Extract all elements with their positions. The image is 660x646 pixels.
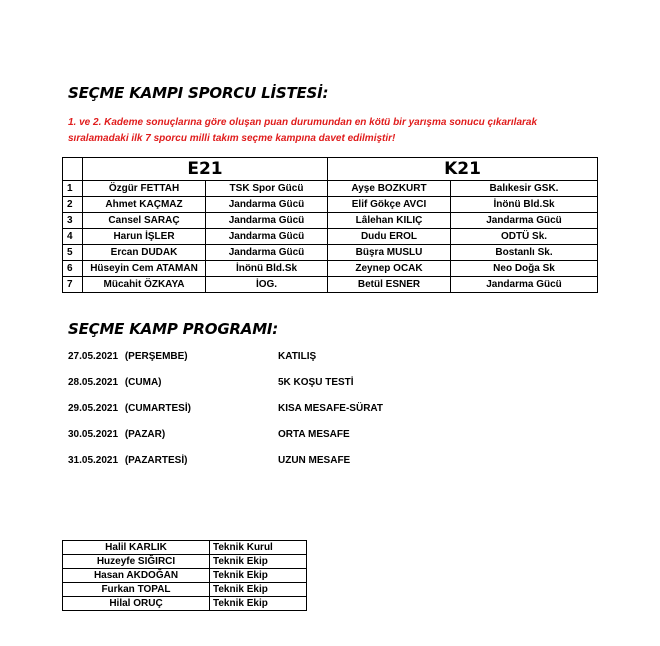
program-event: 5K KOŞU TESTİ	[278, 377, 354, 388]
list-item	[68, 455, 187, 466]
male-club-cell: Jandarma Gücü	[206, 245, 328, 261]
program-date: 31.05.2021	[68, 455, 119, 466]
female-club-cell: ODTÜ Sk.	[451, 229, 598, 245]
female-athlete-cell: Zeynep OCAK	[328, 261, 451, 277]
roster-table	[62, 157, 598, 293]
rank-cell: 7	[63, 277, 83, 293]
rank-cell: 6	[63, 261, 83, 277]
staff-role-cell: Teknik Ekip	[210, 555, 307, 569]
female-athlete-cell: Elif Gökçe AVCI	[328, 197, 451, 213]
program-day: (PAZAR)	[124, 429, 166, 440]
roster-rank-header-cell	[63, 158, 83, 181]
male-club-cell: İOG.	[206, 277, 328, 293]
female-club-cell: Bostanlı Sk.	[451, 245, 598, 261]
staff-name-cell: Huzeyfe SIĞIRCI	[63, 555, 210, 569]
rank-cell: 3	[63, 213, 83, 229]
female-athlete-cell: Dudu EROL	[328, 229, 451, 245]
group-e21-header: E21	[83, 158, 328, 181]
female-athlete-cell: Ayşe BOZKURT	[328, 181, 451, 197]
table-row	[63, 213, 598, 229]
male-club-cell: Jandarma Gücü	[206, 197, 328, 213]
male-athlete-cell: Ercan DUDAK	[83, 245, 206, 261]
staff-name-cell: Halil KARLIK	[63, 541, 210, 555]
male-club-cell: Jandarma Gücü	[206, 213, 328, 229]
table-row	[63, 569, 307, 583]
table-row	[63, 597, 307, 611]
program-day: (PERŞEMBE)	[124, 351, 188, 362]
female-athlete-cell: Lâlehan KILIÇ	[328, 213, 451, 229]
male-athlete-cell: Ahmet KAÇMAZ	[83, 197, 206, 213]
notice-line-2: sıralamadaki ilk 7 sporcu milli takım seçme kampına davet edilmiştir!	[68, 133, 396, 144]
female-athlete-cell: Büşra MUSLU	[328, 245, 451, 261]
male-athlete-cell: Harun İŞLER	[83, 229, 206, 245]
female-club-cell: Jandarma Gücü	[451, 277, 598, 293]
program-event: KISA MESAFE-SÜRAT	[278, 403, 383, 414]
staff-role-cell: Teknik Ekip	[210, 569, 307, 583]
table-row	[63, 583, 307, 597]
table-row	[63, 197, 598, 213]
staff-role-cell: Teknik Kurul	[210, 541, 307, 555]
male-club-cell: Jandarma Gücü	[206, 229, 328, 245]
female-athlete-cell: Betül ESNER	[328, 277, 451, 293]
rank-cell: 4	[63, 229, 83, 245]
notice-line-1: 1. ve 2. Kademe sonuçlarına göre oluşan puan durumundan en kötü bir yarışma sonucu çıkarılarak	[68, 117, 538, 128]
list-item	[68, 429, 165, 440]
staff-name-cell: Hasan AKDOĞAN	[63, 569, 210, 583]
program-day: (CUMA)	[124, 377, 162, 388]
male-athlete-cell: Cansel SARAÇ	[83, 213, 206, 229]
staff-table	[62, 540, 307, 611]
program-event: UZUN MESAFE	[278, 455, 351, 466]
list-item	[68, 403, 191, 414]
male-athlete-cell: Mücahit ÖZKAYA	[83, 277, 206, 293]
female-club-cell: Jandarma Gücü	[451, 213, 598, 229]
table-row	[63, 555, 307, 569]
table-row	[63, 261, 598, 277]
program-date: 27.05.2021	[68, 351, 119, 362]
female-club-cell: Neo Doğa Sk	[451, 261, 598, 277]
table-row	[63, 541, 307, 555]
rank-cell: 1	[63, 181, 83, 197]
program-event: ORTA MESAFE	[278, 429, 350, 440]
invitation-notice	[68, 115, 628, 147]
staff-role-cell: Teknik Ekip	[210, 597, 307, 611]
program-date: 30.05.2021	[68, 429, 119, 440]
staff-role-cell: Teknik Ekip	[210, 583, 307, 597]
staff-name-cell: Furkan TOPAL	[63, 583, 210, 597]
program-day: (PAZARTESİ)	[124, 455, 188, 466]
program-event: KATILIŞ	[278, 351, 317, 362]
male-club-cell: TSK Spor Gücü	[206, 181, 328, 197]
rank-cell: 2	[63, 197, 83, 213]
rank-cell: 5	[63, 245, 83, 261]
list-item	[68, 377, 162, 388]
group-k21-header: K21	[328, 158, 598, 181]
female-club-cell: İnönü Bld.Sk	[451, 197, 598, 213]
male-athlete-cell: Özgür FETTAH	[83, 181, 206, 197]
female-club-cell: Balıkesir GSK.	[451, 181, 598, 197]
male-club-cell: İnönü Bld.Sk	[206, 261, 328, 277]
list-item	[68, 351, 188, 362]
table-row	[63, 229, 598, 245]
program-heading: SEÇME KAMP PROGRAMI:	[68, 320, 279, 338]
table-row	[63, 277, 598, 293]
male-athlete-cell: Hüseyin Cem ATAMAN	[83, 261, 206, 277]
program-day: (CUMARTESİ)	[124, 403, 191, 414]
program-date: 29.05.2021	[68, 403, 119, 414]
program-date: 28.05.2021	[68, 377, 119, 388]
roster-group-header	[63, 158, 598, 181]
table-row	[63, 245, 598, 261]
staff-name-cell: Hilal ORUÇ	[63, 597, 210, 611]
roster-heading: SEÇME KAMPI SPORCU LİSTESİ:	[68, 84, 329, 102]
table-row	[63, 181, 598, 197]
